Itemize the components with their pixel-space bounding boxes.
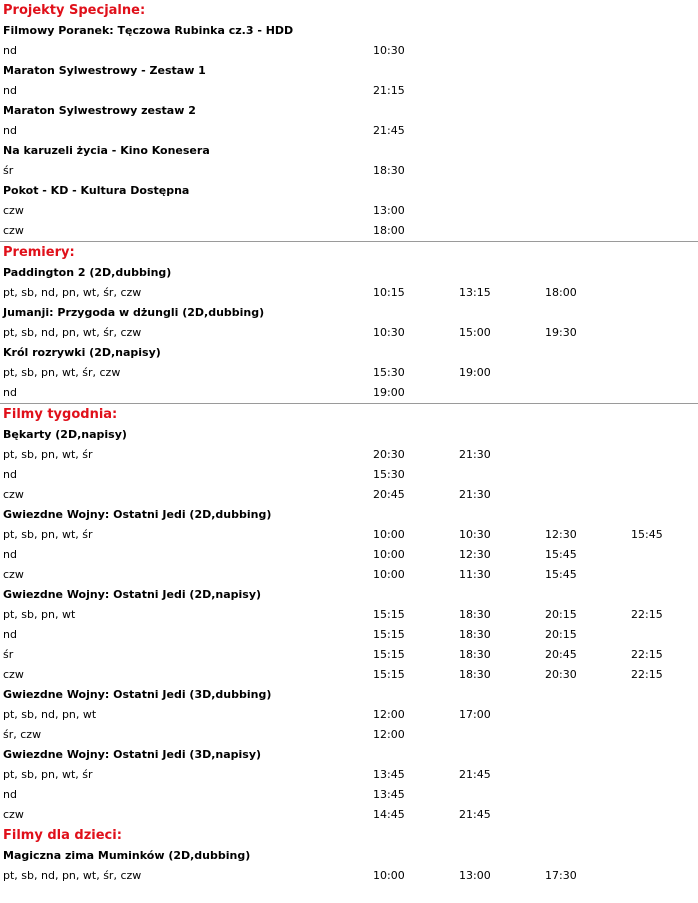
showtime: 21:30 bbox=[459, 448, 491, 461]
showtime: 20:15 bbox=[545, 608, 577, 621]
showtime: 18:00 bbox=[545, 286, 577, 299]
showtime-row bbox=[0, 765, 698, 785]
showtime-row bbox=[0, 81, 698, 101]
showtime: 13:15 bbox=[459, 286, 491, 299]
showtime-row bbox=[0, 625, 698, 645]
showtime: 12:00 bbox=[373, 728, 405, 741]
showtime: 15:30 bbox=[373, 366, 405, 379]
showtime: 20:15 bbox=[545, 628, 577, 641]
showtime-row bbox=[0, 161, 698, 181]
showtime-row bbox=[0, 665, 698, 685]
screening-days: nd bbox=[3, 468, 17, 481]
showtime: 20:30 bbox=[373, 448, 405, 461]
schedule-section bbox=[0, 0, 698, 241]
screening-days: śr bbox=[3, 164, 14, 177]
screening-days: pt, sb, nd, pn, wt, śr, czw bbox=[3, 326, 142, 339]
screening-days: pt, sb, pn, wt, śr bbox=[3, 448, 93, 461]
screening-days: czw bbox=[3, 668, 24, 681]
screening-days: czw bbox=[3, 568, 24, 581]
showtime-row bbox=[0, 201, 698, 221]
film-title: Paddington 2 (2D,dubbing) bbox=[3, 266, 172, 279]
section-title: Premiery: bbox=[3, 245, 75, 260]
showtime: 12:00 bbox=[373, 708, 405, 721]
showtime: 12:30 bbox=[459, 548, 491, 561]
film-title: Bękarty (2D,napisy) bbox=[3, 428, 127, 441]
screening-days: pt, sb, nd, pn, wt, śr, czw bbox=[3, 869, 142, 882]
screening-days: czw bbox=[3, 488, 24, 501]
showtime-row bbox=[0, 605, 698, 625]
showtime-row bbox=[0, 445, 698, 465]
showtime: 14:45 bbox=[373, 808, 405, 821]
film-title: Gwiezdne Wojny: Ostatni Jedi (3D,napisy) bbox=[3, 748, 262, 761]
showtime-row bbox=[0, 221, 698, 241]
showtime: 10:30 bbox=[373, 44, 405, 57]
screening-days: pt, sb, pn, wt, śr bbox=[3, 768, 93, 781]
showtime: 17:30 bbox=[545, 869, 577, 882]
showtime-row bbox=[0, 545, 698, 565]
showtime-row bbox=[0, 805, 698, 825]
film-title: Jumanji: Przygoda w dżungli (2D,dubbing) bbox=[3, 306, 265, 319]
showtime-row bbox=[0, 866, 698, 886]
showtime: 12:30 bbox=[545, 528, 577, 541]
showtime: 13:45 bbox=[373, 788, 405, 801]
screening-days: nd bbox=[3, 124, 17, 137]
showtime-row bbox=[0, 485, 698, 505]
showtime: 18:30 bbox=[459, 628, 491, 641]
screening-days: pt, sb, pn, wt, śr bbox=[3, 528, 93, 541]
film-title: Na karuzeli życia - Kino Konesera bbox=[3, 144, 210, 157]
screening-days: pt, sb, nd, pn, wt, śr, czw bbox=[3, 286, 142, 299]
screening-days: pt, sb, pn, wt, śr, czw bbox=[3, 366, 121, 379]
showtime: 19:00 bbox=[459, 366, 491, 379]
showtime: 13:45 bbox=[373, 768, 405, 781]
showtime-row bbox=[0, 645, 698, 665]
showtime: 21:15 bbox=[373, 84, 405, 97]
film-title: Maraton Sylwestrowy zestaw 2 bbox=[3, 104, 196, 117]
showtime: 21:45 bbox=[459, 808, 491, 821]
showtime: 15:00 bbox=[459, 326, 491, 339]
film-title: Filmowy Poranek: Tęczowa Rubinka cz.3 - HDD bbox=[3, 24, 294, 37]
showtime: 21:30 bbox=[459, 488, 491, 501]
showtime: 10:15 bbox=[373, 286, 405, 299]
screening-days: nd bbox=[3, 386, 17, 399]
showtime: 10:00 bbox=[373, 528, 405, 541]
showtime: 10:00 bbox=[373, 548, 405, 561]
showtime: 10:00 bbox=[373, 869, 405, 882]
showtime: 15:45 bbox=[545, 548, 577, 561]
showtime: 15:15 bbox=[373, 608, 405, 621]
showtime: 22:15 bbox=[631, 648, 663, 661]
showtime: 15:30 bbox=[373, 468, 405, 481]
showtime: 10:00 bbox=[373, 568, 405, 581]
screening-days: czw bbox=[3, 224, 24, 237]
showtime: 17:00 bbox=[459, 708, 491, 721]
showtime-row bbox=[0, 705, 698, 725]
showtime-row bbox=[0, 323, 698, 343]
screening-days: pt, sb, nd, pn, wt bbox=[3, 708, 97, 721]
showtime: 18:30 bbox=[459, 648, 491, 661]
showtime: 13:00 bbox=[459, 869, 491, 882]
showtime: 10:30 bbox=[373, 326, 405, 339]
schedule-section bbox=[0, 825, 698, 886]
showtime-row bbox=[0, 785, 698, 805]
showtime-row bbox=[0, 465, 698, 485]
showtime: 15:15 bbox=[373, 628, 405, 641]
film-title: Maraton Sylwestrowy - Zestaw 1 bbox=[3, 64, 206, 77]
screening-days: nd bbox=[3, 44, 17, 57]
showtime: 21:45 bbox=[373, 124, 405, 137]
showtime: 20:30 bbox=[545, 668, 577, 681]
film-title: Pokot - KD - Kultura Dostępna bbox=[3, 184, 190, 197]
schedule-section bbox=[0, 241, 698, 403]
showtime-row bbox=[0, 283, 698, 303]
showtime-row bbox=[0, 41, 698, 61]
showtime: 20:45 bbox=[545, 648, 577, 661]
film-title: Gwiezdne Wojny: Ostatni Jedi (3D,dubbing) bbox=[3, 688, 272, 701]
screening-days: czw bbox=[3, 204, 24, 217]
showtime: 10:30 bbox=[459, 528, 491, 541]
showtime-row bbox=[0, 565, 698, 585]
showtime: 21:45 bbox=[459, 768, 491, 781]
showtime: 22:15 bbox=[631, 608, 663, 621]
screening-days: nd bbox=[3, 548, 17, 561]
showtime: 15:45 bbox=[631, 528, 663, 541]
film-title: Król rozrywki (2D,napisy) bbox=[3, 346, 161, 359]
showtime: 15:15 bbox=[373, 648, 405, 661]
screening-days: nd bbox=[3, 628, 17, 641]
screening-days: śr, czw bbox=[3, 728, 42, 741]
section-title: Projekty Specjalne: bbox=[3, 3, 146, 18]
screening-days: nd bbox=[3, 84, 17, 97]
film-title: Gwiezdne Wojny: Ostatni Jedi (2D,dubbing) bbox=[3, 508, 272, 521]
showtime: 18:00 bbox=[373, 224, 405, 237]
showtime: 22:15 bbox=[631, 668, 663, 681]
showtime: 11:30 bbox=[459, 568, 491, 581]
showtime-row bbox=[0, 383, 698, 403]
film-title: Gwiezdne Wojny: Ostatni Jedi (2D,napisy) bbox=[3, 588, 262, 601]
showtime-row bbox=[0, 725, 698, 745]
showtime-row bbox=[0, 525, 698, 545]
showtime-row bbox=[0, 363, 698, 383]
showtime: 19:00 bbox=[373, 386, 405, 399]
showtime: 18:30 bbox=[459, 668, 491, 681]
screening-days: pt, sb, pn, wt bbox=[3, 608, 76, 621]
section-title: Filmy tygodnia: bbox=[3, 407, 118, 422]
showtime: 15:45 bbox=[545, 568, 577, 581]
section-title: Filmy dla dzieci: bbox=[3, 828, 122, 843]
screening-days: nd bbox=[3, 788, 17, 801]
showtime: 13:00 bbox=[373, 204, 405, 217]
screening-days: śr bbox=[3, 648, 14, 661]
showtime: 18:30 bbox=[459, 608, 491, 621]
showtime: 18:30 bbox=[373, 164, 405, 177]
showtime: 15:15 bbox=[373, 668, 405, 681]
schedule-section bbox=[0, 403, 698, 825]
showtime: 19:30 bbox=[545, 326, 577, 339]
showtime: 20:45 bbox=[373, 488, 405, 501]
screening-days: czw bbox=[3, 808, 24, 821]
showtime-row bbox=[0, 121, 698, 141]
film-title: Magiczna zima Muminków (2D,dubbing) bbox=[3, 849, 251, 862]
